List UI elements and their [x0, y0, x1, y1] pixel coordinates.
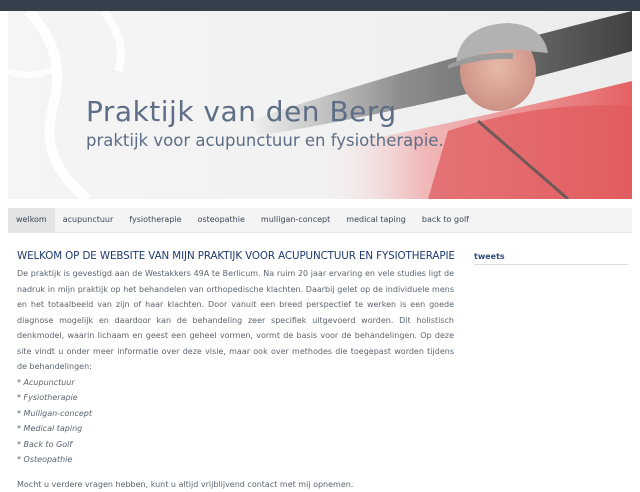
- nav-item-mulligan-concept[interactable]: mulligan-concept: [260, 215, 331, 224]
- nav-item-acupunctuur[interactable]: acupunctuur: [62, 215, 114, 224]
- method-item-back-to-golf: * Back to Golf: [17, 439, 73, 449]
- contact-paragraph: Mocht u verdere vragen hebben, kunt u altijd vrijblijvend contact met mij opnemen.: [17, 479, 354, 489]
- top-bar: [0, 0, 640, 11]
- sidebar: [474, 252, 628, 265]
- method-item-acupunctuur: * Acupunctuur: [17, 377, 75, 387]
- main-content: [17, 250, 454, 492]
- nav-item-medical-taping[interactable]: medical taping: [346, 215, 406, 224]
- method-item-mulligan-concept: * Mulligan-concept: [17, 408, 93, 418]
- nav-item-osteopathie[interactable]: osteopathie: [197, 215, 245, 224]
- nav-item-back-to-golf[interactable]: back to golf: [421, 215, 469, 224]
- method-item-medical-taping: * Medical taping: [17, 424, 83, 433]
- main-navigation: [8, 208, 632, 233]
- nav-item-welkom[interactable]: welkom: [8, 208, 55, 232]
- site-subtitle: praktijk voor acupunctuur en fysiotherapie.: [86, 131, 444, 150]
- methods-list: [17, 375, 454, 468]
- site-title: Praktijk van den Berg: [86, 95, 397, 128]
- intro-paragraph: De praktijk is gevestigd aan de Westakkers 49A te Berlicum. Na ruim 20 jaar ervaring en vele studies ligt de nadruk in mijn praktijk op het behandelen van orthopedische klachten. Daarbij gelet op de individuele mens en het totaalbeeld van zijn of haar klachten. Door vanuit een breed perspectief te werken is een goede diagnose mogelijk en daardoor kan de behandeling zeer specifiek uitgevoerd worden. Dit holistisch denkmodel, waarin lichaam en geest een geheel vormen, vormt de basis voor de behandelingen. Op deze site vindt u onder meer informatie over deze visie, maar ook over methodes die toegepast worden tijdens de behandelingen:: [17, 269, 454, 371]
- nav-item-fysiotherapie[interactable]: fysiotherapie: [129, 215, 182, 224]
- tweets-heading: tweets: [474, 252, 628, 265]
- page-heading: WELKOM OP DE WEBSITE VAN MIJN PRAKTIJK VOOR ACUPUNCTUUR EN FYSIOTHERAPIE: [17, 250, 455, 262]
- header-banner: [8, 11, 632, 199]
- method-item-osteopathie: * Osteopathie: [17, 455, 73, 464]
- method-item-fysiotherapie: * Fysiotherapie: [17, 393, 78, 402]
